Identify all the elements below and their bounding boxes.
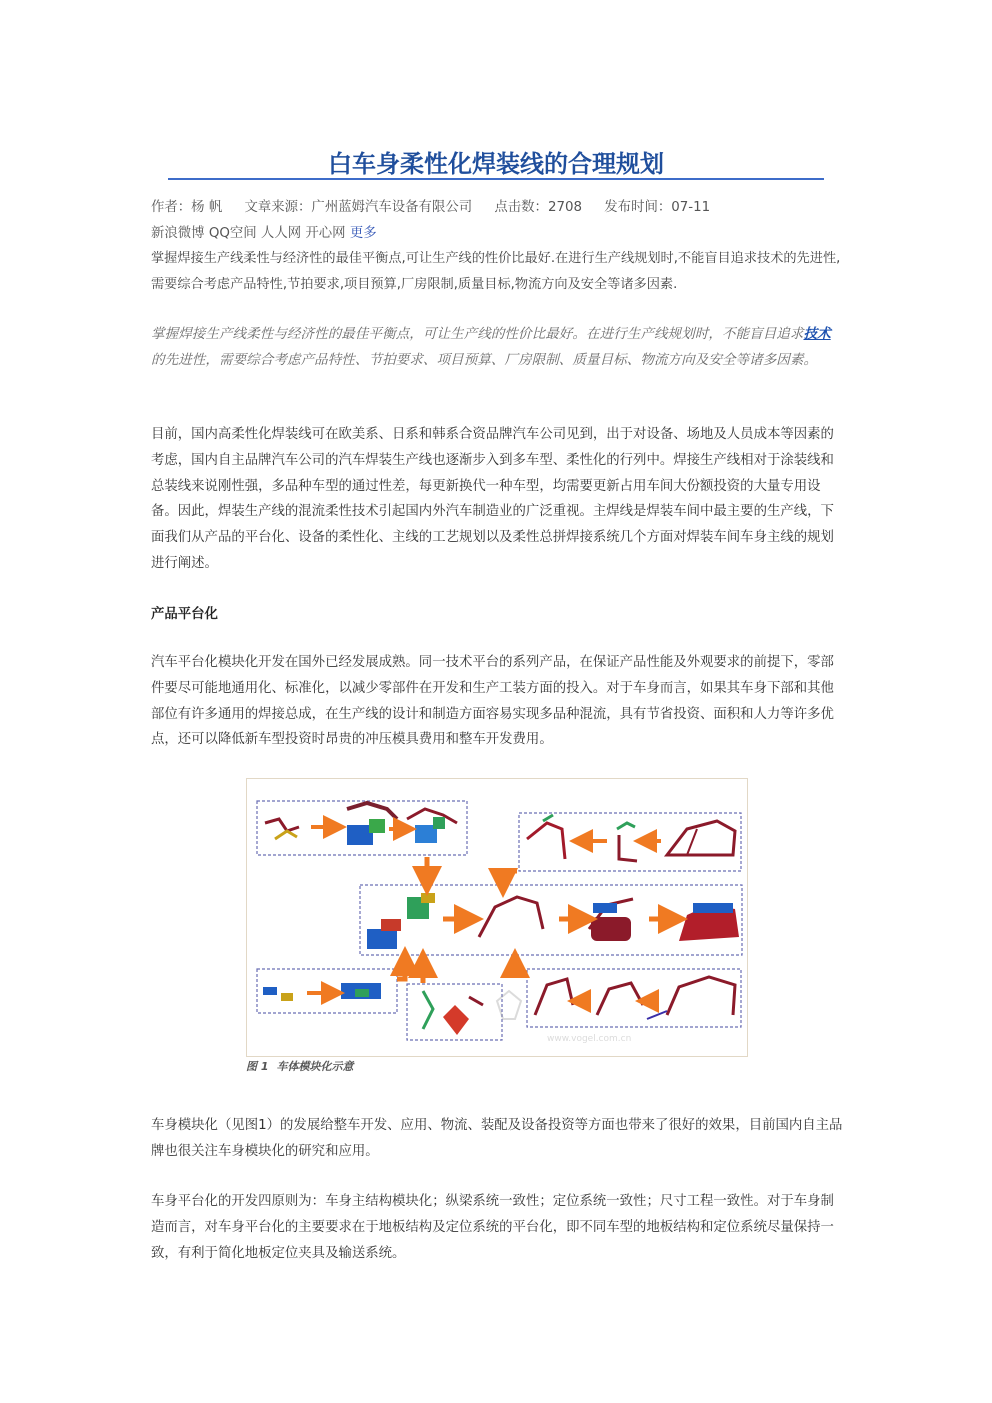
title-underline <box>168 178 824 180</box>
intro-text-1: 掌握焊接生产线柔性与经济性的最佳平衡点，可让生产线的性价比最好。在进行生产线规划时，不能盲目追求 <box>151 326 804 342</box>
share-more-link[interactable]: 更多 <box>349 226 377 241</box>
body-modularization-figure <box>246 778 748 1057</box>
paragraph-4: 车身平台化的开发四原则为：车身主结构模块化；纵梁系统一致性；定位系统一致性；尺寸工程一致性。对于车身制造而言，对车身平台化的主要要求在于地板结构及定位系统的平台化，即不同车型的地板结构和定位系统尽量保持一致，有利于简化地板定位夹具及输送系统。 <box>151 1194 834 1261</box>
intro-paragraph <box>151 321 843 373</box>
watermark-text: www.vogel.com.cn <box>547 1034 632 1044</box>
share-bar <box>151 221 843 247</box>
section-heading: 产品平台化 <box>151 607 218 622</box>
main-line-parts <box>367 893 739 949</box>
share-sites[interactable]: 新浪微博 QQ空间 人人网 开心网 <box>151 226 346 241</box>
article-meta <box>151 195 843 221</box>
front-parts <box>423 991 483 1035</box>
side-inner-parts <box>535 977 735 1019</box>
arrow-6 <box>503 871 517 883</box>
source: 文章来源：广州蓝姆汽车设备有限公司 <box>244 200 473 215</box>
paragraph-1: 目前，国内高柔性化焊装线可在欧美系、日系和韩系合资品牌汽车公司见到，出于对设备、场地及人员成本等因素的考虑，国内自主品牌汽车公司的汽车焊装生产线也逐渐步入到多车型、柔性化的行列中。焊接生产线相对于涂装线和总装线来说刚性强，多品种车型的通过性差，每更新换代一种车型，均需要更新占用车间大份额投资的大量专用设备。因此，焊装生产线的混流柔性技术引起国内外汽车制造业的广泛重视。主焊线是焊装车间中最主要的生产线，下面我们从产品的平台化、设备的柔性化、主线的工艺规划以及柔性总拼焊接系统几个方面对焊装车间车身主线的规划进行阐述。 <box>151 427 834 571</box>
publish-date: 发布时间：07-11 <box>604 200 711 215</box>
figure-caption-text: 车体模块化示意 <box>276 1060 354 1073</box>
underbody-parts <box>265 803 457 845</box>
technology-link[interactable]: 技术 <box>803 326 831 342</box>
intro-text-2: 的先进性，需要综合考虑产品特性、节拍要求、项目预算、厂房限制、质量目标、物流方向及安全等诸多因素。 <box>151 352 818 368</box>
watermark-logo <box>497 991 631 1044</box>
figure-number: 图 1 <box>246 1060 269 1073</box>
figure-diagram <box>247 779 747 1056</box>
group-box-side-outer <box>519 813 741 871</box>
arrow-13 <box>515 963 527 973</box>
figure-caption <box>246 1058 361 1074</box>
article-summary: 掌握焊接生产线柔性与经济性的最佳平衡点,可让生产线的性价比最好.在进行生产线规划时,不能盲目追求技术的先进性,需要综合考虑产品特性,节拍要求,项目预算,厂房限制,质量目标,物流方向及安全等诸多因素. <box>151 251 841 292</box>
click-count: 点击数：2708 <box>494 200 583 215</box>
group-box-main-line <box>360 885 742 955</box>
article-title: 白车身柔性化焊装线的合理规划 <box>328 150 664 178</box>
paragraph-3: 车身模块化（见图1）的发展给整车开发、应用、物流、装配及设备投资等方面也带来了很好的效果，目前国内自主品牌也很关注车身模块化的研究和应用。 <box>151 1118 843 1159</box>
author: 作者：杨 帆 <box>151 200 223 215</box>
side-outer-parts <box>527 815 735 861</box>
arrow-11 <box>397 961 405 979</box>
paragraph-2: 汽车平台化模块化开发在国外已经发展成熟。同一技术平台的系列产品，在保证产品性能及外观要求的前提下，零部件要尽可能地通用化、标准化，以减少零部件在开发和生产工装方面的投入。对于车身而言，如果其车身下部和其他部位有许多通用的焊接总成，在生产线的设计和制造方面容易实现多品种混流，具有节省投资、面积和人力等许多优点，还可以降低新车型投资时昂贵的冲压模具费用和整车开发费用。 <box>151 655 834 748</box>
